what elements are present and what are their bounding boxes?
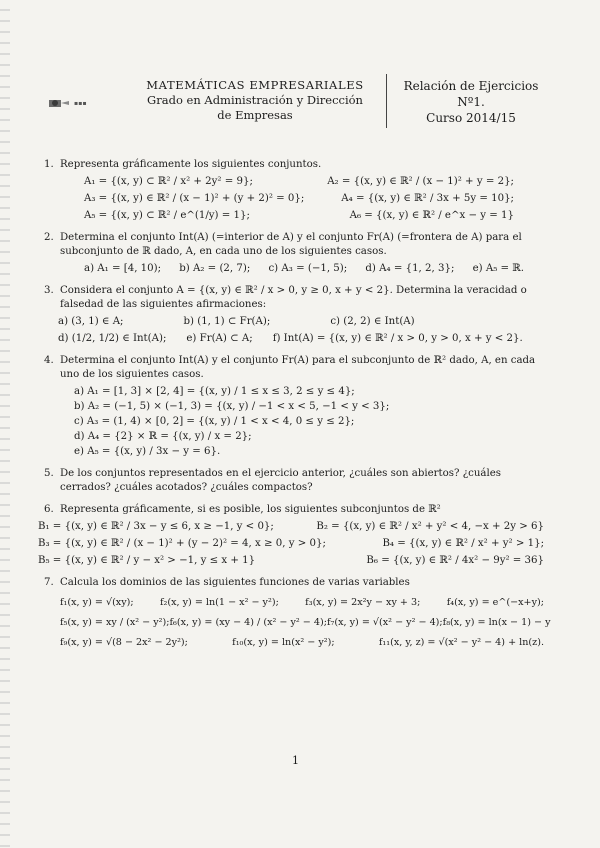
- header-divider: [386, 74, 387, 128]
- binding-holes: [0, 0, 10, 848]
- page-number: 1: [292, 754, 299, 767]
- exercise-statement: Representa gráficamente, si es posible, los siguientes subconjuntos de ℝ²: [60, 504, 441, 515]
- exercise-3: [44, 284, 544, 346]
- function-definition: f₆(x, y) = (xy − 4) / (x² − y² − 4);: [169, 617, 327, 628]
- function-row: [44, 616, 551, 630]
- case-item: a) A₁ = [1, 3] × [2, 4] = {(x, y) / 1 ≤ x ≤ 3, 2 ≤ y ≤ 4};: [74, 386, 355, 397]
- exercise-number: 1.: [44, 159, 54, 170]
- case-item: b) A₂ = (2, 7);: [179, 263, 251, 274]
- set-row: [38, 537, 544, 551]
- sheet-number: Nº1.: [457, 95, 485, 109]
- statement-item: c) (2, 2) ∈ Int(A): [330, 316, 415, 327]
- subject-title: MATEMÁTICAS EMPRESARIALES: [146, 78, 364, 92]
- exercise-2: [44, 231, 544, 276]
- logo-emblem-icon: [48, 95, 70, 111]
- case-item: c) A₃ = (−1, 5);: [268, 263, 348, 274]
- exercise-number: 7.: [44, 577, 54, 588]
- set-row: [60, 192, 544, 206]
- exercise-statement: Determina el conjunto Int(A) (=interior de A) y el conjunto Fr(A) (=frontera de A) para el subconjunto de ℝ dado, A, en cada uno de los siguientes casos.: [60, 232, 522, 257]
- set-definition: A₁ = {(x, y) ⊂ ℝ² / x² + 2y² = 9};: [84, 176, 253, 187]
- exercise-statement: Determina el conjunto Int(A) y el conjunto Fr(A) para el subconjunto de ℝ² dado, A, en cada uno de los siguientes casos.: [60, 355, 536, 380]
- function-definition: f₄(x, y) = e^(−x+y);: [446, 597, 544, 608]
- university-logo: [48, 92, 112, 114]
- function-definition: f₁(x, y) = √(xy);: [60, 597, 134, 608]
- function-definition: f₇(x, y) = √(x² − y² − 4);: [326, 617, 443, 628]
- exercise-number: 3.: [44, 285, 54, 296]
- exercise-list: [38, 158, 551, 658]
- function-definition: f₁₁(x, y, z) = √(x² − y² − 4) + ln(z).: [378, 637, 544, 648]
- function-definition: f₉(x, y) = √(8 − 2x² − 2y²);: [60, 637, 188, 648]
- statement-item: e) Fr(A) ⊂ A;: [186, 333, 253, 344]
- function-row: [44, 636, 544, 650]
- function-definition: f₈(x, y) = ln(x − 1) − y: [442, 617, 551, 628]
- statement-item: d) (1/2, 1/2) ∈ Int(A);: [58, 333, 167, 344]
- case-list: [44, 385, 544, 459]
- case-item: d) A₄ = {1, 2, 3};: [365, 263, 455, 274]
- set-definition: A₅ = {(x, y) ⊂ ℝ² / e^(1/y) = 1};: [84, 210, 250, 221]
- set-row: [60, 209, 544, 223]
- set-row: [60, 175, 544, 189]
- function-row: [44, 596, 544, 610]
- exercise-5: [44, 467, 544, 495]
- set-row: [38, 520, 544, 534]
- function-definition: f₁₀(x, y) = ln(x² − y²);: [232, 637, 335, 648]
- case-item: b) A₂ = (−1, 5) × (−1, 3) = {(x, y) / −1 < x < 5, −1 < y < 3};: [74, 401, 390, 412]
- exercise-number: 2.: [44, 232, 54, 243]
- function-definition: f₃(x, y) = 2x²y − xy + 3;: [305, 597, 421, 608]
- exercise-1: [44, 158, 544, 223]
- course-title-block: [144, 78, 366, 123]
- exercise-number: 4.: [44, 355, 54, 366]
- set-definition: A₆ = {(x, y) ∈ ℝ² / e^x − y = 1}: [349, 210, 514, 221]
- statement-item: f) Int(A) = {(x, y) ∈ ℝ² / x > 0, y > 0, x + y < 2}.: [272, 333, 523, 344]
- exercise-number: 5.: [44, 468, 54, 479]
- set-definition: B₁ = {(x, y) ∈ ℝ² / 3x − y ≤ 6, x ≥ −1, y < 0};: [38, 521, 274, 532]
- statement-row: [44, 332, 544, 346]
- exercise-6: [38, 503, 544, 568]
- case-item: d) A₄ = {2} × ℝ = {(x, y) / x = 2};: [74, 431, 252, 442]
- exercise-statement: Calcula los dominios de las siguientes funciones de varias variables: [60, 577, 410, 588]
- exercise-statement: Considera el conjunto A = {(x, y) ∈ ℝ² / x > 0, y ≥ 0, x + y < 2}. Determina la veracidad o falsedad de las siguientes afirmaciones:: [60, 285, 527, 310]
- degree-name: Grado en Administración y Dirección de Empresas: [147, 93, 363, 122]
- exercise-4: [44, 354, 544, 459]
- exercise-statement: De los conjuntos representados en el ejercicio anterior, ¿cuáles son abiertos? ¿cuáles cerrados? ¿cuáles acotados? ¿cuáles compactos?: [60, 468, 502, 493]
- exercise-number: 6.: [44, 504, 54, 515]
- set-definition: B₃ = {(x, y) ∈ ℝ² / (x − 1)² + (y − 2)² = 4, x ≥ 0, y > 0};: [38, 538, 326, 549]
- set-definition: B₅ = {(x, y) ∈ ℝ² / y − x² > −1, y ≤ x + 1}: [38, 555, 256, 566]
- statement-row: [44, 315, 544, 329]
- set-definition: B₆ = {(x, y) ∈ ℝ² / 4x² − 9y² = 36}: [366, 555, 544, 566]
- case-item: e) A₅ = {(x, y) / 3x − y = 6}.: [74, 446, 221, 457]
- exercise-sheet-info: [396, 78, 546, 126]
- set-definition: A₄ = {(x, y) ∈ ℝ² / 3x + 5y = 10};: [341, 193, 514, 204]
- exercise-statement: Representa gráficamente los siguientes conjuntos.: [60, 159, 322, 170]
- statement-item: b) (1, 1) ⊂ Fr(A);: [183, 316, 271, 327]
- case-item: a) A₁ = [4, 10);: [84, 263, 162, 274]
- sheet-title: Relación de Ejercicios: [403, 79, 539, 93]
- set-definition: A₃ = {(x, y) ∈ ℝ² / (x − 1)² + (y + 2)² = 0};: [84, 193, 305, 204]
- exercise-7: [44, 576, 551, 650]
- case-item: c) A₃ = (1, 4) × [0, 2] = {(x, y) / 1 < x < 4, 0 ≤ y ≤ 2};: [74, 416, 355, 427]
- case-item: e) A₅ = ℝ.: [472, 263, 524, 274]
- set-definition: A₂ = {(x, y) ∈ ℝ² / (x − 1)² + y = 2};: [327, 176, 514, 187]
- document-header: [46, 74, 546, 132]
- course-year: Curso 2014/15: [426, 111, 516, 125]
- statement-item: a) (3, 1) ∈ A;: [58, 316, 124, 327]
- logo-wordmark: ▪▪▪: [74, 99, 87, 107]
- function-definition: f₂(x, y) = ln(1 − x² − y²);: [159, 597, 279, 608]
- set-definition: B₄ = {(x, y) ∈ ℝ² / x² + y² > 1};: [382, 538, 544, 549]
- case-row: [44, 262, 544, 276]
- function-definition: f₅(x, y) = xy / (x² − y²);: [60, 617, 170, 628]
- set-row: [38, 554, 544, 568]
- set-definition: B₂ = {(x, y) ∈ ℝ² / x² + y² < 4, −x + 2y > 6}: [316, 521, 544, 532]
